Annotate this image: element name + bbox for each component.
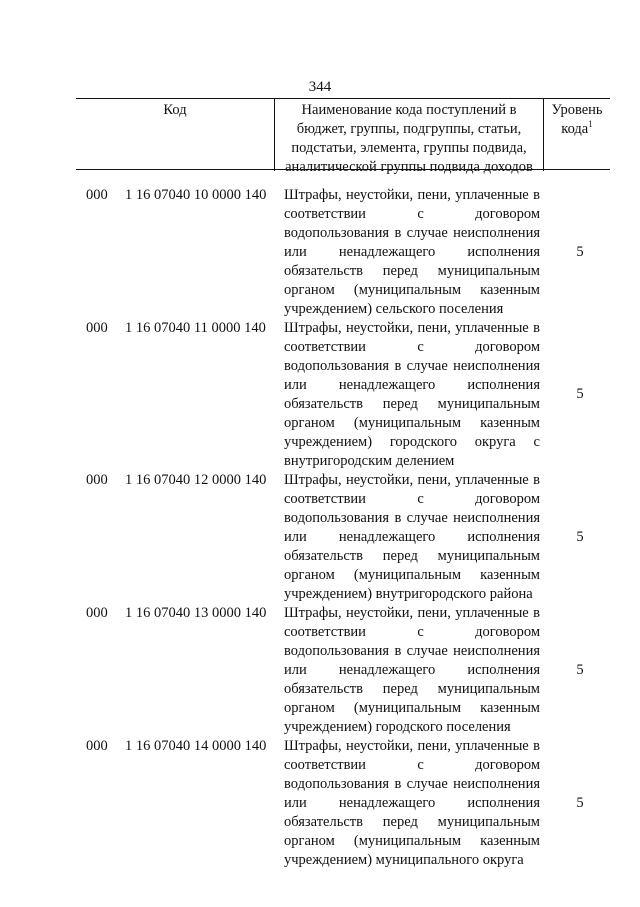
- description-line: учреждением) сельского поселения: [284, 301, 504, 317]
- description-line: водопользования в случае неисполнения: [284, 510, 540, 526]
- description-line: или ненадлежащего исполнения: [284, 662, 540, 678]
- description-line: внутригородским делением: [284, 453, 455, 469]
- description-line: обязательств перед муниципальным: [284, 396, 540, 412]
- description-line: или ненадлежащего исполнения: [284, 795, 540, 811]
- revenue-code: 1 16 07040 11 0000 140: [125, 320, 266, 336]
- description-line: или ненадлежащего исполнения: [284, 244, 540, 260]
- revenue-description: [284, 471, 540, 604]
- header-level-label: кода: [561, 121, 589, 137]
- description-line: органом (муниципальным казенным: [284, 282, 540, 298]
- header-code: Код: [76, 99, 275, 171]
- code-level: 5: [576, 795, 584, 811]
- description-line: водопользования в случае неисполнения: [284, 358, 540, 374]
- footnote-marker: 1: [588, 119, 593, 130]
- description-line: органом (муниципальным казенным: [284, 833, 540, 849]
- description-line: соответствии с договором: [284, 339, 540, 355]
- description-line: обязательств перед муниципальным: [284, 263, 540, 279]
- code-level: 5: [576, 244, 584, 260]
- revenue-code: 1 16 07040 10 0000 140: [125, 187, 267, 203]
- revenue-code: 1 16 07040 14 0000 140: [125, 738, 267, 754]
- description-line: соответствии с договором: [284, 757, 540, 773]
- table-row: [0, 319, 640, 471]
- header-level-line2: [544, 120, 610, 139]
- description-line: Штрафы, неустойки, пени, уплаченные в: [284, 605, 540, 621]
- header-level-line1: Уровень: [551, 102, 603, 118]
- description-line: обязательств перед муниципальным: [284, 681, 540, 697]
- admin-code: 000: [86, 738, 108, 754]
- description-line: обязательств перед муниципальным: [284, 814, 540, 830]
- description-line: органом (муниципальным казенным: [284, 415, 540, 431]
- description-line: учреждением) городского поселения: [284, 719, 511, 735]
- table-header: [76, 98, 610, 175]
- header-level: [544, 99, 610, 171]
- header-name-line: аналитической группы подвида доходов: [285, 159, 533, 175]
- revenue-description: [284, 319, 540, 471]
- description-line: учреждением) городского округа с: [284, 434, 540, 450]
- description-line: соответствии с договором: [284, 491, 540, 507]
- revenue-description: [284, 186, 540, 319]
- admin-code: 000: [86, 605, 108, 621]
- header-name-line: подстатьи, элемента, группы подвида,: [291, 140, 527, 156]
- admin-code: 000: [86, 187, 108, 203]
- code-level: 5: [576, 529, 584, 545]
- description-line: Штрафы, неустойки, пени, уплаченные в: [284, 187, 540, 203]
- code-level: 5: [576, 386, 584, 402]
- description-line: водопользования в случае неисполнения: [284, 776, 540, 792]
- header-name: [275, 99, 544, 175]
- description-line: водопользования в случае неисполнения: [284, 643, 540, 659]
- page-number: 344: [308, 79, 332, 95]
- description-line: водопользования в случае неисполнения: [284, 225, 540, 241]
- description-line: учреждением) внутригородского района: [284, 586, 533, 602]
- admin-code: 000: [86, 472, 108, 488]
- description-line: органом (муниципальным казенным: [284, 700, 540, 716]
- description-line: учреждением) муниципального округа: [284, 852, 524, 868]
- description-line: Штрафы, неустойки, пени, уплаченные в: [284, 320, 540, 336]
- description-line: Штрафы, неустойки, пени, уплаченные в: [284, 738, 540, 754]
- revenue-code: 1 16 07040 12 0000 140: [125, 472, 267, 488]
- description-line: соответствии с договором: [284, 206, 540, 222]
- admin-code: 000: [86, 320, 108, 336]
- table-row: [0, 737, 640, 870]
- description-line: соответствии с договором: [284, 624, 540, 640]
- description-line: Штрафы, неустойки, пени, уплаченные в: [284, 472, 540, 488]
- revenue-code: 1 16 07040 13 0000 140: [125, 605, 267, 621]
- description-line: обязательств перед муниципальным: [284, 548, 540, 564]
- header-name-line: Наименование кода поступлений в: [301, 102, 517, 118]
- revenue-description: [284, 737, 540, 870]
- description-line: или ненадлежащего исполнения: [284, 377, 540, 393]
- code-level: 5: [576, 662, 584, 678]
- header-name-line: бюджет, группы, подгруппы, статьи,: [296, 121, 522, 137]
- revenue-description: [284, 604, 540, 737]
- table-row: [0, 604, 640, 737]
- table-row: [0, 471, 640, 604]
- description-line: органом (муниципальным казенным: [284, 567, 540, 583]
- description-line: или ненадлежащего исполнения: [284, 529, 540, 545]
- table-row: [0, 186, 640, 319]
